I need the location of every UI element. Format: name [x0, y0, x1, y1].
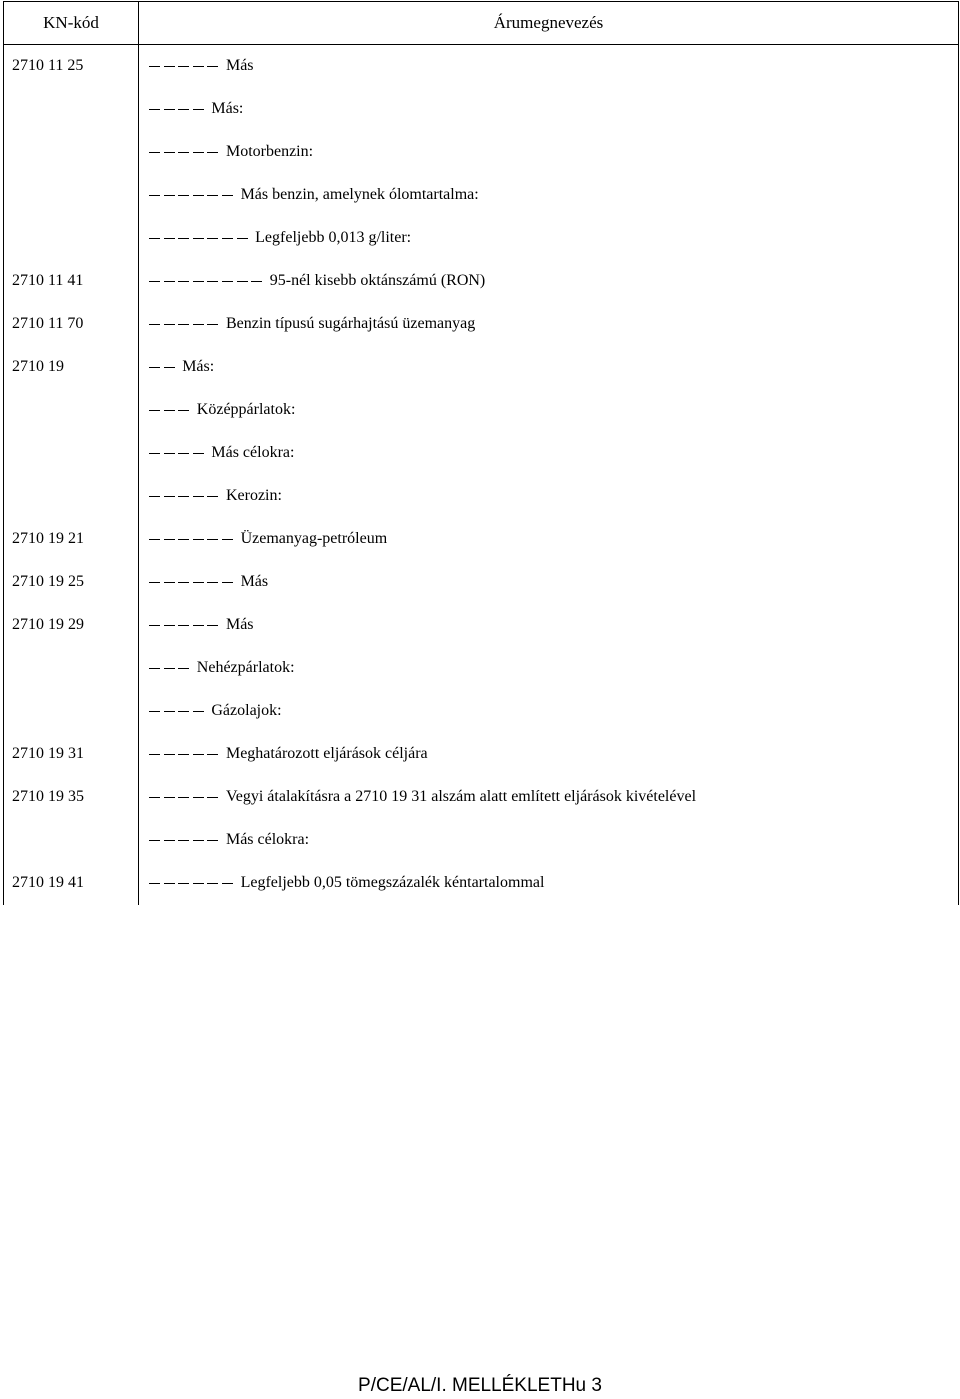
indent-dash — [164, 66, 175, 67]
indent-dash — [149, 66, 160, 67]
cn-code: 2710 19 — [12, 358, 64, 375]
cn-code: 2710 11 41 — [12, 272, 84, 289]
indent-dash — [164, 797, 175, 798]
goods-description-text: Más: — [211, 100, 244, 117]
indent-dashes — [149, 66, 222, 67]
indent-dash — [149, 539, 160, 540]
indent-dash — [207, 496, 218, 497]
indent-dash — [222, 883, 233, 884]
goods-description-text: Nehézpárlatok: — [196, 659, 295, 676]
indent-dash — [193, 152, 204, 153]
indent-dash — [164, 410, 175, 411]
indent-dash — [193, 539, 204, 540]
table-row — [3, 819, 959, 862]
goods-description-text: Gázolajok: — [211, 702, 282, 719]
indent-dash — [178, 238, 189, 239]
page-footer: P/CE/AL/I. MELLÉKLETHu 3 — [358, 1375, 602, 1396]
indent-dash — [222, 582, 233, 583]
indent-dash — [178, 883, 189, 884]
indent-dash — [164, 195, 175, 196]
indent-dash — [149, 281, 160, 282]
indent-dash — [193, 453, 204, 454]
indent-dashes — [149, 668, 193, 669]
indent-dash — [164, 625, 175, 626]
goods-description — [149, 745, 428, 763]
indent-dash — [149, 496, 160, 497]
goods-description — [149, 874, 544, 892]
indent-dash — [178, 324, 189, 325]
table-row — [3, 174, 959, 217]
goods-description — [149, 573, 268, 591]
indent-dash — [178, 754, 189, 755]
table-row — [3, 776, 959, 819]
table-row — [3, 862, 959, 905]
indent-dash — [207, 195, 218, 196]
indent-dashes — [149, 797, 222, 798]
indent-dash — [149, 840, 160, 841]
cn-code: 2710 19 21 — [12, 530, 84, 547]
table-row — [3, 432, 959, 475]
indent-dash — [193, 109, 204, 110]
indent-dash — [193, 797, 204, 798]
table-row — [3, 475, 959, 518]
indent-dash — [193, 238, 204, 239]
indent-dash — [237, 281, 248, 282]
indent-dash — [178, 152, 189, 153]
indent-dash — [178, 410, 189, 411]
indent-dash — [149, 797, 160, 798]
table-row — [3, 690, 959, 733]
cn-code: 2710 11 70 — [12, 315, 84, 332]
indent-dash — [178, 66, 189, 67]
indent-dash — [178, 195, 189, 196]
indent-dashes — [149, 195, 237, 196]
table-row — [3, 604, 959, 647]
goods-description-text: Más célokra: — [225, 831, 310, 848]
cn-code: 2710 19 41 — [12, 874, 84, 891]
indent-dash — [164, 109, 175, 110]
indent-dash — [193, 711, 204, 712]
indent-dash — [178, 840, 189, 841]
cn-code: 2710 19 31 — [12, 745, 84, 762]
goods-description — [149, 831, 309, 849]
indent-dashes — [149, 238, 251, 239]
indent-dash — [164, 238, 175, 239]
goods-description — [149, 358, 214, 376]
indent-dash — [164, 711, 175, 712]
indent-dash — [164, 754, 175, 755]
indent-dash — [193, 66, 204, 67]
indent-dash — [164, 883, 175, 884]
goods-description — [149, 229, 411, 247]
header-description: Árumegnevezés — [493, 13, 604, 32]
indent-dash — [149, 238, 160, 239]
table-row — [3, 647, 959, 690]
indent-dash — [149, 711, 160, 712]
goods-description — [149, 143, 313, 161]
table-row — [3, 518, 959, 561]
indent-dash — [207, 324, 218, 325]
goods-description — [149, 444, 294, 462]
goods-description — [149, 315, 475, 333]
indent-dash — [193, 281, 204, 282]
table-row — [3, 733, 959, 776]
indent-dash — [164, 496, 175, 497]
goods-description-text: 95-nél kisebb oktánszámú (RON) — [269, 272, 486, 289]
indent-dashes — [149, 582, 237, 583]
indent-dashes — [149, 109, 207, 110]
indent-dashes — [149, 754, 222, 755]
table-row — [3, 561, 959, 604]
goods-description-text: Kerozin: — [225, 487, 282, 504]
tariff-table — [3, 1, 959, 905]
cn-code: 2710 19 25 — [12, 573, 84, 590]
indent-dash — [207, 582, 218, 583]
indent-dash — [193, 582, 204, 583]
indent-dash — [207, 66, 218, 67]
indent-dash — [178, 281, 189, 282]
indent-dash — [164, 668, 175, 669]
indent-dash — [207, 152, 218, 153]
indent-dash — [149, 625, 160, 626]
indent-dash — [149, 453, 160, 454]
indent-dash — [178, 453, 189, 454]
goods-description-text: Más: — [182, 358, 215, 375]
indent-dash — [193, 496, 204, 497]
indent-dash — [193, 625, 204, 626]
goods-description — [149, 530, 387, 548]
indent-dash — [178, 496, 189, 497]
goods-description — [149, 702, 282, 720]
cn-code: 2710 19 35 — [12, 788, 84, 805]
table-row — [3, 217, 959, 260]
indent-dashes — [149, 152, 222, 153]
goods-description — [149, 487, 282, 505]
table-row — [3, 45, 959, 88]
goods-description — [149, 100, 243, 118]
goods-description-text: Legfeljebb 0,013 g/liter: — [255, 229, 412, 246]
indent-dash — [178, 711, 189, 712]
indent-dash — [207, 754, 218, 755]
goods-description — [149, 186, 479, 204]
goods-description — [149, 272, 485, 290]
header-code: KN-kód — [43, 13, 99, 32]
indent-dash — [164, 539, 175, 540]
goods-description-text: Üzemanyag-petróleum — [240, 530, 388, 547]
indent-dash — [149, 668, 160, 669]
table-row — [3, 346, 959, 389]
indent-dash — [149, 582, 160, 583]
indent-dash — [193, 883, 204, 884]
indent-dash — [149, 883, 160, 884]
indent-dashes — [149, 711, 207, 712]
indent-dash — [164, 840, 175, 841]
indent-dash — [207, 281, 218, 282]
indent-dash — [207, 883, 218, 884]
goods-description-text: Más célokra: — [211, 444, 295, 461]
indent-dash — [164, 281, 175, 282]
indent-dashes — [149, 496, 222, 497]
indent-dash — [149, 367, 160, 368]
indent-dashes — [149, 883, 237, 884]
cn-code: 2710 11 25 — [12, 57, 84, 74]
table-row — [3, 131, 959, 174]
table-row — [3, 389, 959, 432]
indent-dash — [149, 410, 160, 411]
indent-dashes — [149, 410, 193, 411]
indent-dash — [207, 539, 218, 540]
indent-dash — [251, 281, 262, 282]
table-row — [3, 303, 959, 346]
goods-description — [149, 788, 696, 806]
goods-description-text: Legfeljebb 0,05 tömegszázalék kéntartalommal — [240, 874, 545, 891]
indent-dashes — [149, 539, 237, 540]
indent-dash — [222, 539, 233, 540]
indent-dash — [178, 797, 189, 798]
indent-dash — [193, 840, 204, 841]
table-row — [3, 260, 959, 303]
indent-dash — [164, 367, 175, 368]
indent-dash — [193, 324, 204, 325]
indent-dash — [149, 754, 160, 755]
goods-description-text: Más — [240, 573, 269, 590]
goods-description — [149, 57, 254, 75]
goods-description-text: Más — [225, 57, 254, 74]
indent-dash — [149, 109, 160, 110]
table-row — [3, 88, 959, 131]
indent-dashes — [149, 625, 222, 626]
indent-dash — [164, 324, 175, 325]
indent-dash — [149, 152, 160, 153]
indent-dash — [193, 754, 204, 755]
goods-description-text: Középpárlatok: — [196, 401, 296, 418]
indent-dashes — [149, 324, 222, 325]
indent-dash — [178, 582, 189, 583]
goods-description-text: Más — [225, 616, 254, 633]
goods-description-text: Vegyi átalakításra a 2710 19 31 alszám alatt említett eljárások kivételével — [225, 788, 697, 805]
indent-dash — [222, 195, 233, 196]
indent-dashes — [149, 453, 207, 454]
indent-dash — [164, 152, 175, 153]
indent-dash — [222, 238, 233, 239]
indent-dash — [237, 238, 248, 239]
indent-dash — [164, 453, 175, 454]
goods-description — [149, 616, 254, 634]
indent-dash — [164, 582, 175, 583]
goods-description-text: Benzin típusú sugárhajtású üzemanyag — [225, 315, 476, 332]
cn-code: 2710 19 29 — [12, 616, 84, 633]
goods-description-text: Más benzin, amelynek ólomtartalma: — [240, 186, 479, 203]
indent-dash — [193, 195, 204, 196]
goods-description — [149, 659, 295, 677]
goods-description-text: Meghatározott eljárások céljára — [225, 745, 428, 762]
indent-dash — [178, 625, 189, 626]
indent-dash — [207, 238, 218, 239]
indent-dash — [222, 281, 233, 282]
goods-description — [149, 401, 295, 419]
table-body — [3, 45, 959, 905]
indent-dash — [178, 668, 189, 669]
indent-dash — [178, 109, 189, 110]
indent-dash — [149, 195, 160, 196]
goods-description-text: Motorbenzin: — [225, 143, 314, 160]
indent-dashes — [149, 281, 266, 282]
indent-dash — [207, 797, 218, 798]
indent-dashes — [149, 367, 178, 368]
indent-dashes — [149, 840, 222, 841]
indent-dash — [207, 625, 218, 626]
indent-dash — [149, 324, 160, 325]
indent-dash — [207, 840, 218, 841]
indent-dash — [178, 539, 189, 540]
